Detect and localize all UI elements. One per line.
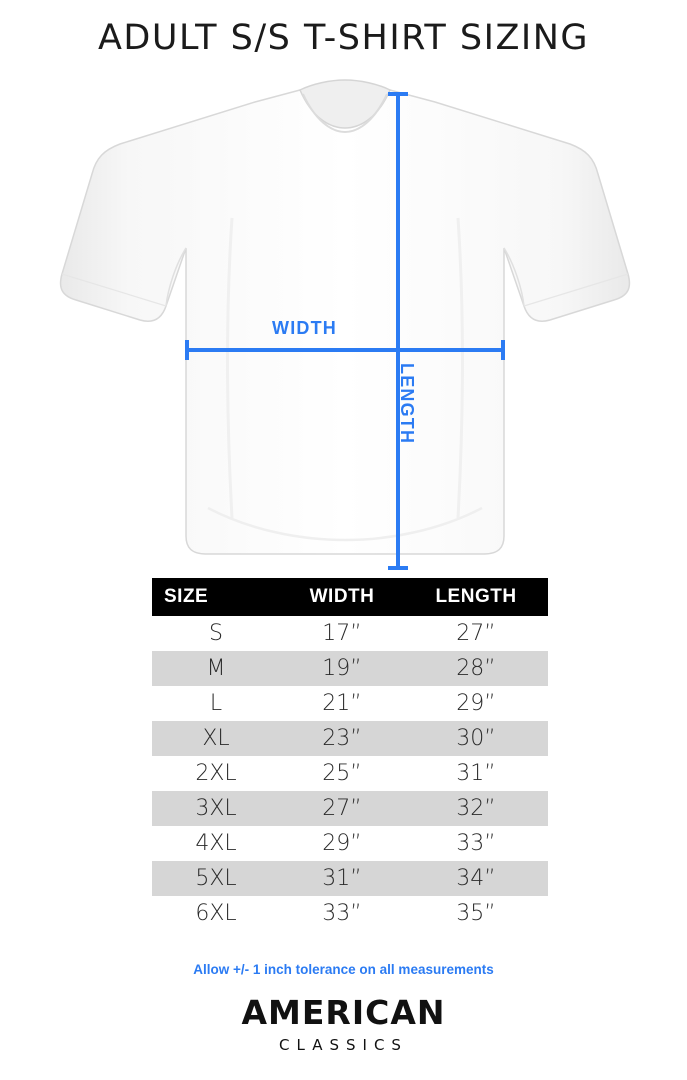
- width-endpoint-right: [501, 340, 505, 360]
- cell-length: 35”: [404, 896, 548, 931]
- table-row: [152, 896, 548, 931]
- table-row: [152, 721, 548, 756]
- cell-size: M: [152, 651, 280, 686]
- table-row: [152, 651, 548, 686]
- cell-width: 29”: [280, 826, 404, 861]
- cell-length: 34”: [404, 861, 548, 896]
- table-header-length: LENGTH: [404, 578, 548, 616]
- table-header-row: [152, 578, 548, 616]
- cell-size: S: [152, 616, 280, 651]
- tshirt-illustration: [0, 78, 687, 568]
- table-row: [152, 791, 548, 826]
- cell-width: 31”: [280, 861, 404, 896]
- cell-width: 25”: [280, 756, 404, 791]
- cell-width: 23”: [280, 721, 404, 756]
- brand-subtitle: CLASSICS: [279, 1036, 408, 1054]
- table-row: [152, 616, 548, 651]
- cell-width: 27”: [280, 791, 404, 826]
- cell-length: 32”: [404, 791, 548, 826]
- cell-width: 17”: [280, 616, 404, 651]
- width-label: WIDTH: [272, 318, 337, 338]
- length-endpoint-bottom: [388, 566, 408, 570]
- cell-size: 5XL: [152, 861, 280, 896]
- cell-length: 30”: [404, 721, 548, 756]
- cell-length: 28”: [404, 651, 548, 686]
- cell-size: 4XL: [152, 826, 280, 861]
- table-header-size: SIZE: [152, 578, 280, 616]
- cell-width: 19”: [280, 651, 404, 686]
- brand-logo: [0, 993, 687, 1054]
- cell-length: 31”: [404, 756, 548, 791]
- page-title: ADULT S/S T-SHIRT SIZING: [97, 18, 590, 58]
- cell-size: L: [152, 686, 280, 721]
- cell-length: 33”: [404, 826, 548, 861]
- table-row: [152, 826, 548, 861]
- table-row: [152, 861, 548, 896]
- cell-size: 2XL: [152, 756, 280, 791]
- cell-size: XL: [152, 721, 280, 756]
- cell-length: 29”: [404, 686, 548, 721]
- length-label: LENGTH: [397, 363, 417, 445]
- table-row: [152, 686, 548, 721]
- cell-size: 6XL: [152, 896, 280, 931]
- cell-length: 27”: [404, 616, 548, 651]
- table-header-width: WIDTH: [280, 578, 404, 616]
- shirt-diagram: [0, 78, 687, 568]
- width-measurement-line: [185, 348, 505, 352]
- table-row: [152, 756, 548, 791]
- length-endpoint-top: [388, 92, 408, 96]
- width-endpoint-left: [185, 340, 189, 360]
- size-table-container: [152, 578, 536, 931]
- cell-size: 3XL: [152, 791, 280, 826]
- size-table: [152, 578, 548, 931]
- length-measurement-line: [396, 92, 400, 570]
- brand-name: AMERICAN: [241, 993, 446, 1032]
- cell-width: 21”: [280, 686, 404, 721]
- cell-width: 33”: [280, 896, 404, 931]
- tolerance-note: Allow +/- 1 inch tolerance on all measurements: [193, 962, 494, 977]
